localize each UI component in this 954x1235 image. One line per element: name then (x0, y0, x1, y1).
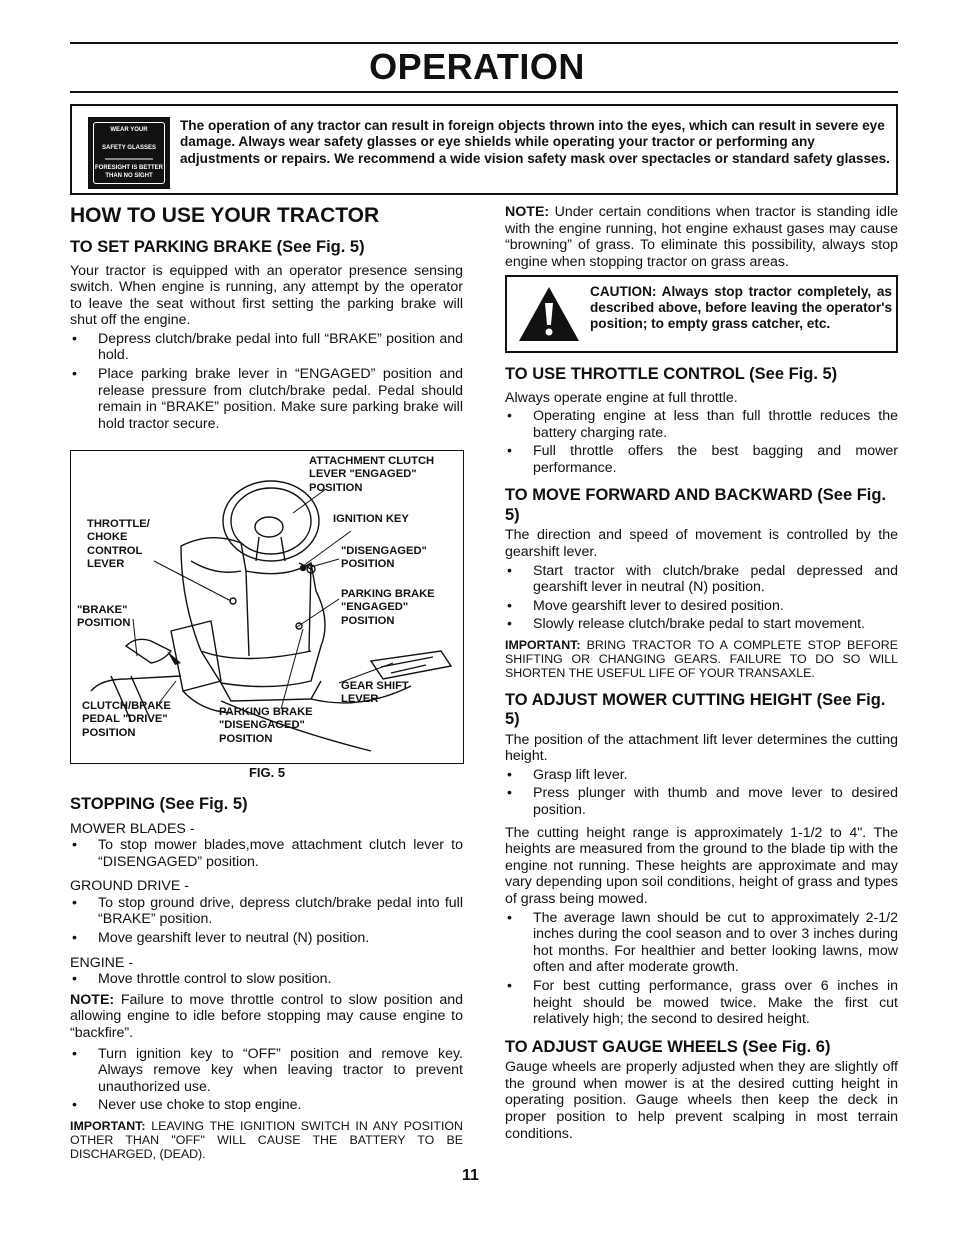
page-title: OPERATION (369, 46, 585, 87)
move-intro: The direction and speed of movement is controlled by the gearshift lever. (505, 527, 898, 561)
list-item: • Slowly release clutch/brake pedal to start movement. (505, 616, 898, 633)
height-text: The cutting height range is approximately 1-1/2 to 4". The heights are measured from the ground to the blade tip with the engine not running. These heights are approximate and may vary depending upon soil conditions, height of grass and types of grass being mowed. (505, 824, 898, 907)
note-text: Failure to move throttle control to slow position and allowing engine to idle before stopping may cause engine to “backfire”. (70, 991, 463, 1042)
badge-line-4: THAN NO SIGHT (105, 173, 153, 179)
list-item: • Start tractor with clutch/brake pedal depressed and gearshift lever in neutral (N) position. (505, 563, 898, 596)
list-item: • For best cutting performance, grass over 6 inches in height should be mowed twice. Make the first cut relatively high; the second to desired height. (505, 978, 898, 1028)
throttle-note (70, 992, 463, 1042)
gauge-title: TO ADJUST GAUGE WHEELS (See Fig. 6) (505, 1037, 831, 1056)
label-parking-brake-engaged: PARKING BRAKE "ENGAGED" POSITION (341, 588, 435, 627)
list-item: • Full throttle offers the best bagging and mower performance. (505, 443, 898, 476)
section-heading: HOW TO USE YOUR TRACTOR (70, 204, 380, 227)
move-title: TO MOVE FORWARD AND BACKWARD (See Fig. 5) (505, 486, 887, 524)
list-item: • The average lawn should be cut to approximately 2-1/2 inches during the cool season and to over 3 inches during hot months. For healthier and better looking lawns, mow often and after moderate growth. (505, 910, 898, 976)
list-item: • Move gearshift lever to desired position. (505, 598, 898, 615)
safety-warning-text: The operation of any tractor can result in foreign objects thrown into the eyes, which can result in severe eye damage. Always wear safety glasses or eye shields while operating your tractor or performing any adjustments or repairs. We recommend a wide vision safety mask over spectacles or standard safety glasses. (180, 118, 890, 166)
figure-caption: FIG. 5 (248, 765, 286, 780)
list-item: • Turn ignition key to “OFF” position and remove key. Always remove key when leaving tractor to prevent unauthorized use. (70, 1046, 463, 1096)
stopping-title: STOPPING (See Fig. 5) (70, 795, 248, 813)
label-parking-brake-disengaged: PARKING BRAKE "DISENGAGED" POSITION (219, 706, 313, 745)
page-number: 11 (462, 1167, 479, 1184)
list-item: • Grasp lift lever. (505, 767, 898, 784)
top-rule (70, 42, 898, 44)
important-text: BRING TRACTOR TO A COMPLETE STOP BEFORE SHIFTING OR CHANGING GEARS. FAILURE TO DO SO WILL SHORTEN THE USEFUL LIFE OF YOUR TRANSAXLE. (505, 638, 898, 681)
right-column-bottom (505, 365, 898, 1142)
label-disengaged: "DISENGAGED" POSITION (341, 545, 427, 571)
list-item: • Never use choke to stop engine. (70, 1097, 463, 1114)
ignition-important (70, 1119, 463, 1162)
list-item: • Press plunger with thumb and move lever to desired position. (505, 785, 898, 818)
right-column-top (505, 204, 898, 270)
badge-line-1: WEAR YOUR (110, 127, 148, 133)
label-clutch-brake: CLUTCH/BRAKE PEDAL "DRIVE" POSITION (82, 700, 171, 739)
height-intro: The position of the attachment lift lever determines the cutting height. (505, 731, 898, 765)
label-attachment-clutch: ATTACHMENT CLUTCH LEVER "ENGAGED" POSITION (309, 455, 435, 494)
important-text: LEAVING THE IGNITION SWITCH IN ANY POSITION OTHER THAN "OFF" WILL CAUSE THE BATTERY TO BE DISCHARGED, (DEAD). (70, 1119, 463, 1162)
throttle-intro: Always operate engine at full throttle. (505, 389, 738, 406)
important-label: IMPORTANT: (70, 1119, 146, 1133)
caution-box (505, 275, 898, 353)
list-item: • Move throttle control to slow position. (70, 971, 463, 988)
safety-warning-box (70, 104, 898, 195)
badge-line-2: SAFETY GLASSES (102, 145, 156, 151)
ground-drive-label: GROUND DRIVE - (70, 878, 190, 895)
badge-line-3: FORESIGHT IS BETTER (94, 165, 163, 171)
label-brake-position: "BRAKE" POSITION (77, 604, 131, 630)
label-gear-shift: GEAR SHIFT LEVER (341, 680, 409, 706)
list-item: • To stop ground drive, depress clutch/brake pedal into full “BRAKE” position. (70, 895, 463, 928)
list-item: • To stop mower blades,move attachment clutch lever to “DISENGAGED” position. (70, 837, 463, 870)
caution-text: CAUTION: Always stop tractor completely, as described above, before leaving the operator's position; to empty grass catcher, etc. (590, 284, 892, 331)
title-underline (70, 91, 898, 93)
list-item: • Move gearshift lever to neutral (N) position. (70, 930, 463, 947)
list-item: • Place parking brake lever in “ENGAGED” position and release pressure from clutch/brake pedal. Pedal should remain in “BRAKE” position. Make sure parking brake will hold tractor secure. (70, 366, 463, 432)
height-title: TO ADJUST MOWER CUTTING HEIGHT (See Fig. 5) (505, 690, 886, 729)
note-label: NOTE: (70, 991, 115, 1008)
warning-triangle-icon (517, 285, 581, 343)
note-text: Under certain conditions when tractor is standing idle with the engine running, hot engine exhaust gases may cause “browning” of grass. To eliminate this possibility, always stop engine when stopping tractor on grass areas. (505, 204, 898, 270)
important-label: IMPORTANT: (505, 638, 581, 653)
note-label: NOTE: (505, 204, 550, 220)
label-ignition-key: IGNITION KEY (333, 513, 409, 525)
transaxle-important (505, 638, 898, 681)
list-item: • Depress clutch/brake pedal into full “BRAKE” position and hold. (70, 331, 463, 364)
throttle-title: TO USE THROTTLE CONTROL (See Fig. 5) (505, 365, 838, 383)
safety-glasses-badge-icon (88, 117, 170, 189)
engine-label: ENGINE - (70, 954, 134, 971)
parking-brake-title: TO SET PARKING BRAKE (See Fig. 5) (70, 238, 365, 256)
left-column-bottom (70, 795, 463, 1162)
figure-5 (70, 450, 464, 764)
list-item: • Operating engine at less than full throttle reduces the battery charging rate. (505, 408, 898, 441)
gauge-text: Gauge wheels are properly adjusted when they are slightly off the ground when mower is at the desired cutting height in operating position. Gauge wheels then keep the deck in proper position to help prevent scalping in most terrain conditions. (505, 1059, 898, 1142)
parking-brake-intro: Your tractor is equipped with an operator presence sensing switch. When engine is running, any attempt by the operator to leave the seat without first setting the parking brake will shut off the engine. (70, 262, 463, 329)
exhaust-note (505, 204, 898, 270)
left-column-top (70, 204, 463, 432)
label-throttle-choke: THROTTLE/ CHOKE CONTROL LEVER (87, 518, 150, 571)
mower-blades-label: MOWER BLADES - (70, 820, 195, 837)
